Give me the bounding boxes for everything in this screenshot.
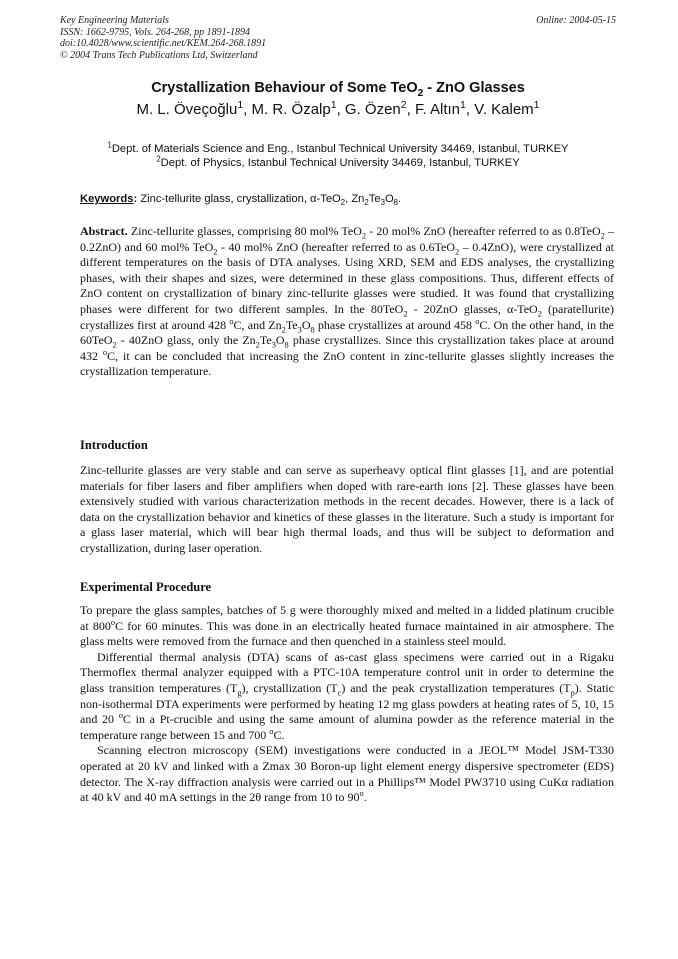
author-name: M. L. Öveçoğlu xyxy=(136,101,238,118)
experimental-heading: Experimental Procedure xyxy=(80,580,212,594)
copyright-line: © 2004 Trans Tech Publications Ltd, Switzerland xyxy=(60,49,258,61)
paper-title: Crystallization Behaviour of Some TeO$_2$ - ZnO Glasses xyxy=(151,80,525,99)
experimental-paragraph-1: To prepare the glass samples, batches of 5 g were thoroughly mixed and melted in a lidded platinum crucible at 800$^o$C for 60 minutes. This was done in an electrically heated furnace maintained in air atmosphere. The glass melts were removed from the furnace and then quenched in a stainless steel mould. xyxy=(80,603,614,649)
journal-name: Key Engineering Materials xyxy=(60,15,169,26)
issn-line: ISSN: 1662-9795, Vols. 264-268, pp 1891-1894 xyxy=(60,26,250,38)
abstract-label: Abstract. xyxy=(80,224,128,238)
introduction-heading: Introduction xyxy=(80,438,148,452)
author-name: V. Kalem xyxy=(474,101,534,118)
experimental-paragraph-3: Scanning electron microscopy (SEM) investigations were conducted in a JEOL™ Model JSM-T330 operated at 20 kV and linked with a Zmax 30 Boron-up light element energy dispersive spectrometer (EDS) detector. The X-ray diffraction analysis were carried out in a Phillips™ Model PW3710 using CuKα radiation at 40 kV and 40 mA settings in the 2θ range from 10 to 90$^o$. xyxy=(80,743,614,805)
keywords-label: Keywords xyxy=(80,193,134,205)
author-name: G. Özen xyxy=(344,101,401,118)
author-list: M. L. Öveçoğlu$^1$, M. R. Özalp$^1$, G. Özen$^2$, F. Altın$^1$, V. Kalem$^1$ xyxy=(136,99,540,118)
author-name: F. Altın xyxy=(414,101,460,118)
experimental-paragraph-2: Differential thermal analysis (DTA) scans of as-cast glass specimens were carried out in a Rigaku Thermoflex thermal analyzer equipped with a PTC-10A temperature control unit in order to determine the glass transition temperatures $(T_g)$, crystallization $(T_c)$ and the peak crystallization temperatures $(T_p)$. Static non-isothermal DTA experiments were performed by heating 12 mg glass powders at heating rates of 5, 10, 15 and 20 $^o$C in a Pt-crucible and using the same amount of alumina powder as the reference material in the temperature range between 15 and 700 $^o$C. xyxy=(80,649,615,742)
affiliation-2: $^2$Dept. of Physics, Istanbul Technical University 34469, Istanbul, TURKEY xyxy=(156,154,520,169)
abstract-paragraph: Abstract. Zinc-tellurite glasses, comprising 80 mol% TeO$_2$ - 20 mol% ZnO (hereafter referred to as 0.8TeO$_2$ – 0.2ZnO) and 60 mol% TeO$_2$ - 40 mol% ZnO (hereafter referred to as 0.6TeO$_2$ – 0.4ZnO), were crystallized at different temperatures on the basis of DTA analyses. Using XRD, SEM and EDS analyses, the crystallizing phases, with their shapes and sizes, were determined in these glass compositions. Thus, different effects of ZnO content on crystallization of binary zinc-tellurite glasses were studied. It was found that crystallizing phases were different for two different samples. In the 80TeO$_2$ - 20ZnO glasses, α-TeO$_2$ (paratellurite) crystallizes first at around 428 $^o$C, and $Zn_2Te_3O_8$ phase crystallizes at around 458 $^o$C. On the other hand, in the 60TeO$_2$ - 40ZnO glass, only the $Zn_2Te_3O_8$ phase crystallizes. Since this crystallization takes place at around 432 $^o$C, it can be concluded that increasing the ZnO content in zinc-tellurite glasses slightly increases the crystallization temperature. xyxy=(80,224,615,379)
introduction-paragraph: Zinc-tellurite glasses are very stable and can serve as superheavy optical flint glasses [1], and are potential materials for fiber lasers and fiber amplifiers when doped with rare-earth ions [2]. These glasses have been extensively studied with various characterization methods in the recent decades. However, there is a lack of data on the crystallization behavior and kinetics of these glasses in the literature. Such a study is important for a glass laser material, which will bear high thermal loads, and thus will be subject to deformation and crystallization, during laser operation. xyxy=(80,463,614,555)
journal-header xyxy=(60,15,616,61)
author-name: M. R. Özalp xyxy=(251,101,331,118)
doi-line[interactable]: doi:10.4028/www.scientific.net/KEM.264-268.1891 xyxy=(60,38,267,49)
affiliation-1: $^1$Dept. of Materials Science and Eng., Istanbul Technical University 34469, Istanbul, TURKEY xyxy=(107,140,569,155)
online-date: Online: 2004-05-15 xyxy=(536,15,616,26)
experimental-section xyxy=(80,603,614,806)
keywords-line: Keywords: Zinc-tellurite glass, crystallization, α-TeO$_2$, $Zn_2Te_3O_8$. xyxy=(80,193,402,208)
